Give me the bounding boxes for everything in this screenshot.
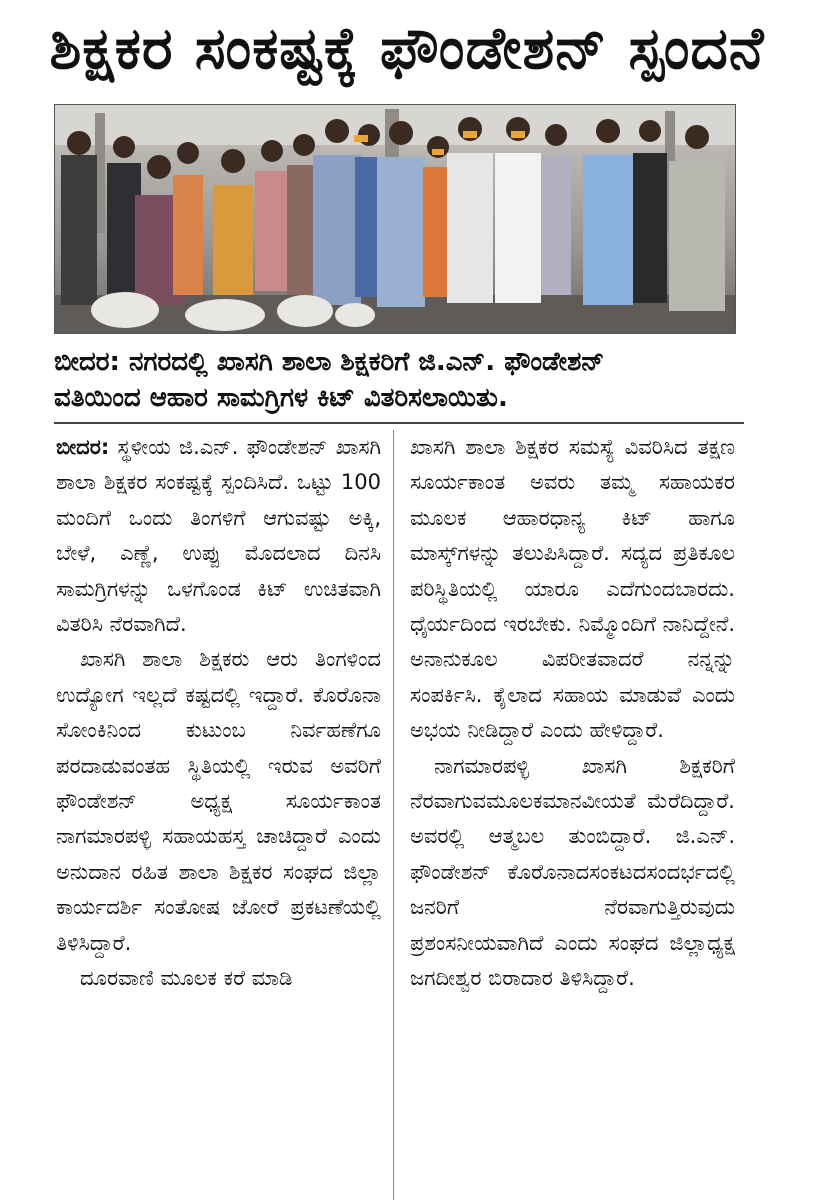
article-paragraph: ಖಾಸಗಿ ಶಾಲಾ ಶಿಕ್ಷಕರು ಆರು ತಿಂಗಳಿಂದ ಉದ್ಯೋಗ ಇಲ್ಲದೆ ಕಷ್ಟದಲ್ಲಿ ಇದ್ದಾರೆ. ಕೊರೊನಾ ಸೋಂಕಿನಿಂದ ಕುಟುಂಬ ನಿರ್ವಹಣೆಗೂ ಪರದಾಡುವಂತಹ ಸ್ಥಿತಿಯಲ್ಲಿ ಇರುವ ಅವರಿಗೆ ಫೌಂಡೇಶನ್ ಅಧ್ಯಕ್ಷ ಸೂರ್ಯಕಾಂತ ನಾಗಮಾರಪಳ್ಳಿ ಸಹಾಯಹಸ್ತ ಚಾಚಿದ್ದಾರೆ ಎಂದು ಅನುದಾನ ರಹಿತ ಶಾಲಾ ಶಿಕ್ಷಕರ ಸಂಘದ ಜಿಲ್ಲಾ ಕಾರ್ಯದರ್ಶಿ ಸಂತೋಷ ಜೋರೆ ಪ್ರಕಟಣೆಯಲ್ಲಿ ತಿಳಿಸಿದ್ದಾರೆ.: [56, 647, 381, 955]
caption-divider: [54, 422, 744, 424]
article-column-left: [56, 430, 381, 1200]
article-paragraph: ದೂರವಾಣಿ ಮೂಲಕ ಕರೆ ಮಾಡಿ: [80, 966, 293, 991]
column-divider: [393, 430, 394, 1200]
headline: ಶಿಕ್ಷಕರ ಸಂಕಷ್ಟಕ್ಕೆ ಫೌಂಡೇಶನ್ ಸ್ಪಂದನೆ: [49, 14, 765, 82]
photo-caption: [54, 344, 744, 416]
article-paragraph: ನಾಗಮಾರಪಳ್ಳಿ ಖಾಸಗಿ ಶಿಕ್ಷಕರಿಗೆ ನೆರವಾಗುವಮೂಲಕಮಾನವೀಯತೆ ಮೆರೆದಿದ್ದಾರೆ. ಅವರಲ್ಲಿ ಆತ್ಮಬಲ ತುಂಬಿದ್ದಾರೆ. ಜಿ.ಎನ್. ಫೌಂಡೇಶನ್ ಕೊರೊನಾದಸಂಕಟದಸಂದರ್ಭದಲ್ಲಿ ಜನರಿಗೆ ನೆರವಾಗುತ್ತಿರುವುದು ಪ್ರಶಂಸನೀಯವಾಗಿದೆ ಎಂದು ಸಂಘದ ಜಿಲ್ಲಾಧ್ಯಕ್ಷ ಜಗದೀಶ್ವರ ಬಿರಾದಾರ ತಿಳಿಸಿದ್ದಾರೆ.: [410, 753, 735, 991]
caption-line-2: ವತಿಯಿಂದ ಆಹಾರ ಸಾಮಗ್ರಿಗಳ ಕಿಟ್ ವಿತರಿಸಲಾಯಿತು.: [54, 383, 508, 413]
article-column-right: [410, 430, 735, 1200]
article-text: ಸ್ಥಳೀಯ ಜಿ.ಎನ್. ಫೌಂಡೇಶನ್ ಖಾಸಗಿ ಶಾಲಾ ಶಿಕ್ಷಕರ ಸಂಕಷ್ಟಕ್ಕೆ ಸ್ಪಂದಿಸಿದೆ. ಒಟ್ಟು 100 ಮಂದಿಗೆ ಒಂದು ತಿಂಗಳಿಗೆ ಆಗುವಷ್ಟು ಅಕ್ಕಿ, ಬೇಳೆ, ಎಣ್ಣೆ, ಉಪ್ಪು ಮೊದಲಾದ ದಿನಸಿ ಸಾಮಗ್ರಿಗಳನ್ನು ಒಳಗೊಂಡ ಕಿಟ್ ಉಚಿತವಾಗಿ ವಿತರಿಸಿ ನೆರವಾಗಿದೆ.: [56, 435, 381, 637]
caption-line-1: ಬೀದರ: ನಗರದಲ್ಲಿ ಖಾಸಗಿ ಶಾಲಾ ಶಿಕ್ಷಕರಿಗೆ ಜಿ.ಎನ್. ಫೌಂಡೇಶನ್: [54, 347, 605, 377]
article-paragraph: ಖಾಸಗಿ ಶಾಲಾ ಶಿಕ್ಷಕರ ಸಮಸ್ಯೆ ವಿವರಿಸಿದ ತಕ್ಷಣ ಸೂರ್ಯಕಾಂತ ಅವರು ತಮ್ಮ ಸಹಾಯಕರ ಮೂಲಕ ಆಹಾರಧಾನ್ಯ ಕಿಟ್ ಹಾಗೂ ಮಾಸ್ಕ್‌ಗಳನ್ನು ತಲುಪಿಸಿದ್ದಾರೆ. ಸದ್ಯದ ಪ್ರತಿಕೂಲ ಪರಿಸ್ಥಿತಿಯಲ್ಲಿ ಯಾರೂ ಎದೆಗುಂದಬಾರದು. ಧೈರ್ಯದಿಂದ ಇರಬೇಕು. ನಿಮ್ಮೊಂದಿಗೆ ನಾನಿದ್ದೇನೆ. ಅನಾನುಕೂಲ ವಿಪರೀತವಾದರೆ ನನ್ನನ್ನು ಸಂಪರ್ಕಿಸಿ. ಕೈಲಾದ ಸಹಾಯ ಮಾಡುವೆ ಎಂದು ಅಭಯ ನೀಡಿದ್ದಾರೆ ಎಂದು ಹೇಳಿದ್ದಾರೆ.: [410, 435, 735, 743]
article-paragraph: [56, 430, 381, 642]
dateline: ಬೀದರ:: [56, 435, 110, 459]
news-photo: [54, 104, 736, 334]
